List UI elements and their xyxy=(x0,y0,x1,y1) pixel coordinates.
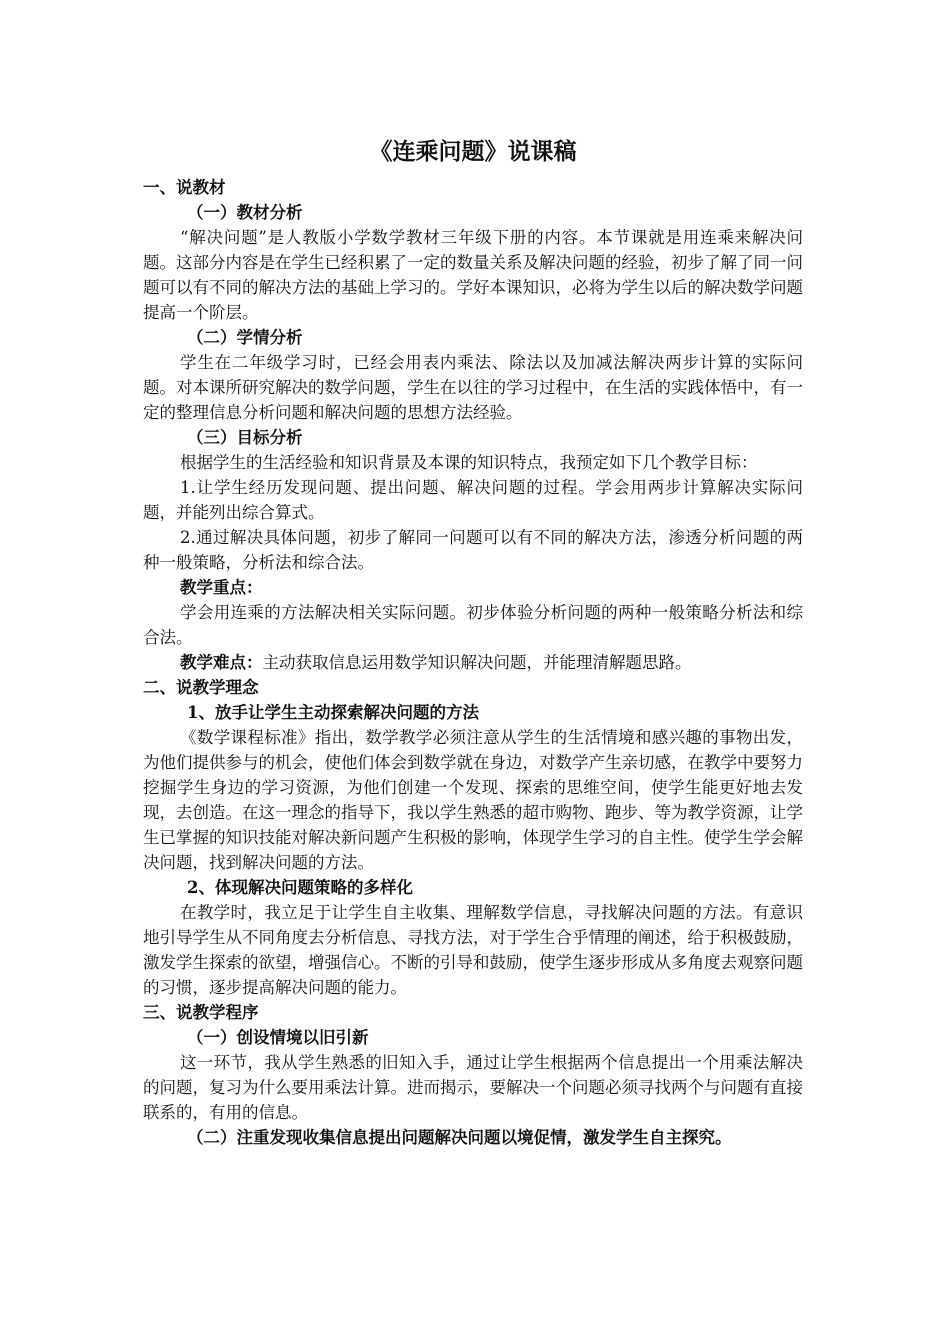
procedure-1-heading: （一）创设情境以旧引新 xyxy=(187,1028,369,1047)
concept-2-heading: 2、体现解决问题策略的多样化 xyxy=(187,878,413,897)
subsection-goal-analysis-heading: （三）目标分析 xyxy=(187,428,303,447)
section-1-heading: 一、说教材 xyxy=(143,178,226,197)
procedure-2-heading: （二）注重发现收集信息提出问题解决问题以境促情，激发学生自主探究。 xyxy=(187,1128,732,1147)
concept-1-paragraph: 《数学课程标准》指出，数学教学必须注意从学生的生活情境和感兴趣的事物出发，为他们提供参与的机会，使他们体会到数学就在身边，对数学产生亲切感，在教学中要努力挖掘学生身边的学习资源，为他们创建一个发现、探索的思维空间，使学生能更好地去发现，去创造。在这一理念的指导下，我以学生熟悉的超市购物、跑步、等为教学资源，让学生已掌握的知识技能对解决新问题产生积极的影响，体现学生学习的自主性。使学生学会解决问题，找到解决问题的方法。 xyxy=(143,728,803,872)
student-analysis-paragraph: 学生在二年级学习时，已经会用表内乘法、除法以及加减法解决两步计算的实际问题。对本课所研究解决的数学问题，学生在以往的学习过程中，在生活的实践体悟中，有一定的整理信息分析问题和解决问题的思想方法经验。 xyxy=(143,353,803,422)
concept-2-paragraph: 在教学时，我立足于让学生自主收集、理解数学信息，寻找解决问题的方法。有意识地引导学生从不同角度去分析信息、寻找方法，对于学生合乎情理的阐述，给于积极鼓励，激发学生探索的欲望，增强信心。不断的引导和鼓励，使学生逐步形成从多角度去观察问题的习惯，逐步提高解决问题的能力。 xyxy=(143,903,803,997)
teaching-difficulty-text: 主动获取信息运用数学知识解决问题，并能理清解题思路。 xyxy=(262,653,692,672)
goal-item-1: 1.让学生经历发现问题、提出问题、解决问题的过程。学会用两步计算解决实际问题，并能列出综合算式。 xyxy=(143,478,803,522)
section-2-heading: 二、说教学理念 xyxy=(143,678,259,697)
subsection-textbook-analysis-heading: （一）教材分析 xyxy=(187,203,303,222)
procedure-1-paragraph: 这一环节，我从学生熟悉的旧知入手，通过让学生根据两个信息提出一个用乘法解决的问题，复习为什么要用乘法计算。进而揭示，要解决一个问题必须寻找两个与问题有直接联系的，有用的信息。 xyxy=(143,1053,803,1122)
document-title: 《连乘问题》说课稿 xyxy=(369,138,577,165)
textbook-analysis-paragraph: “解决问题”是人教版小学数学教材三年级下册的内容。本节课就是用连乘来解决问题。这部分内容是在学生已经积累了一定的数量关系及解决问题的经验，初步了解了同一问题可以有不同的解决方法的基础上学习的。学好本课知识，必将为学生以后的解决数学问题提高一个阶层。 xyxy=(143,228,803,322)
document-page xyxy=(143,132,803,1150)
teaching-difficulty-label: 教学难点： xyxy=(180,653,263,672)
teaching-key-label: 教学重点： xyxy=(180,578,263,597)
subsection-student-analysis-heading: （二）学情分析 xyxy=(187,328,303,347)
goal-analysis-paragraph: 根据学生的生活经验和知识背景及本课的知识特点，我预定如下几个教学目标： xyxy=(180,453,758,472)
section-3-heading: 三、说教学程序 xyxy=(143,1003,259,1022)
teaching-key-paragraph: 学会用连乘的方法解决相关实际问题。初步体验分析问题的两种一般策略分析法和综合法。 xyxy=(143,603,803,647)
teaching-difficulty-paragraph xyxy=(143,650,803,675)
goal-item-2: 2.通过解决具体问题，初步了解同一问题可以有不同的解决方法，渗透分析问题的两种一般策略，分析法和综合法。 xyxy=(143,528,803,572)
teaching-key-heading xyxy=(143,575,803,600)
concept-1-heading: 1、放手让学生主动探索解决问题的方法 xyxy=(187,703,479,722)
